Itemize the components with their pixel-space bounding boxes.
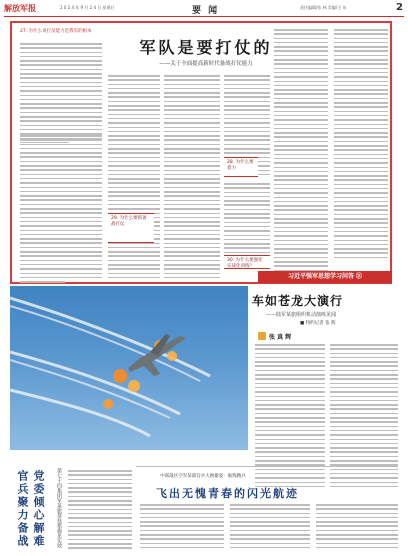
- jet-flares-illustration: [10, 286, 248, 450]
- photo-story-byline: ■ 特约记者 张 辉: [300, 321, 336, 326]
- photo-story-headline[interactable]: 车如苍龙大演行: [252, 294, 344, 308]
- text-column-1: [20, 43, 102, 146]
- page-number: 2: [396, 2, 403, 13]
- newspaper-logo: 解放军报: [4, 3, 36, 13]
- bottom-column-b: [230, 504, 310, 551]
- text-column-1b: [20, 135, 102, 285]
- masthead: [4, 3, 404, 17]
- text-column-6: [334, 29, 388, 261]
- vertical-subhead: 第七十四集团军某旅帮扶措施见实效: [56, 468, 62, 548]
- reporter-name: 张 真 辉: [269, 334, 292, 341]
- question-30-box: 30. 为什么要强化实战化训练？: [224, 255, 270, 269]
- featured-subhead: ——关于全面提高新时代备战打仗能力: [159, 61, 253, 67]
- section-divider: [136, 466, 398, 467]
- reporter-badge: [258, 332, 266, 340]
- featured-article-frame: [10, 21, 392, 284]
- featured-headline[interactable]: 军队是要打仗的: [139, 38, 273, 57]
- question-27-heading: 27. 为什么说打仗能力是我军的根本: [20, 29, 92, 34]
- vertical-story-text: [68, 470, 132, 552]
- editor-credits: 责任编辑/张 林 美编/王 东: [300, 5, 347, 10]
- question-29-box: 29. 为什么要抓备战打仗: [108, 213, 154, 243]
- text-column-3: [164, 75, 220, 281]
- aircraft-photo: [10, 286, 248, 450]
- bottom-column-c: [316, 504, 398, 551]
- photo-story-subhead: ——陆军某旅组织机动演练见闻: [266, 312, 337, 318]
- text-column-5: [274, 29, 328, 283]
- section-title: 要 闻: [192, 6, 220, 16]
- text-column-2: [108, 75, 160, 281]
- vertical-headline[interactable]: 党委倾心解难 官兵聚力备战: [16, 470, 45, 548]
- bottom-story-headline[interactable]: 飞出无愧青春的闪光航迹: [156, 487, 299, 500]
- bottom-column-a: [140, 504, 224, 551]
- story-column-a: [255, 344, 325, 490]
- bottom-story-kicker: 中部战区空军某部官兵大展雄姿：砺练精兵: [160, 474, 246, 479]
- story-column-b: [330, 344, 398, 490]
- issue-date: 2 0 2 4 年 9 月 2 4 日 星期日: [60, 5, 115, 10]
- question-28-box: 28. 为什么要着力: [224, 157, 258, 177]
- series-label-bar[interactable]: 习近平强军思想学习问答 ⑪: [258, 271, 392, 283]
